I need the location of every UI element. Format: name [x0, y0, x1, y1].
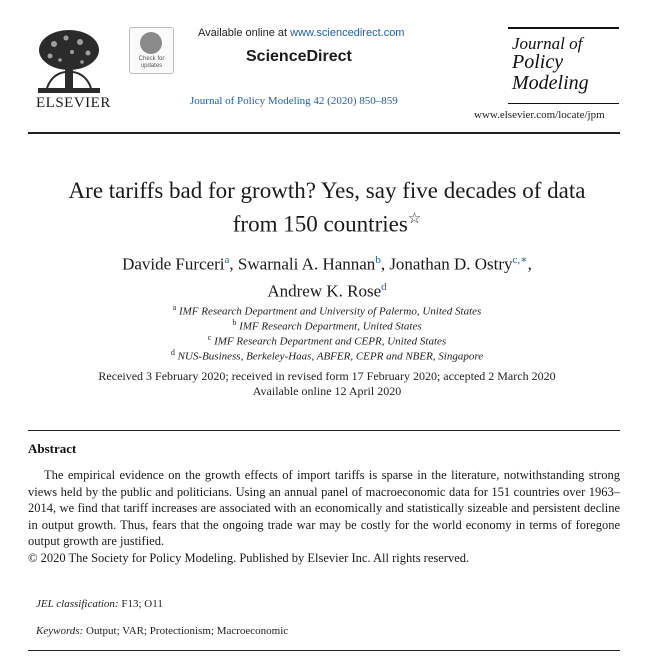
abstract-heading: Abstract [28, 441, 77, 456]
journal-logo-line3: Modeling [512, 72, 589, 94]
elsevier-tree-logo [32, 26, 106, 98]
article-title: Are tariffs bad for growth? Yes, say five decades of data from 150 countries☆ [68, 178, 586, 237]
keywords: Keywords: Output; VAR; Protectionism; Macroeconomic [36, 625, 289, 637]
publisher-name: ELSEVIER [36, 95, 111, 111]
affiliation-c: $^c$ IMF Research Department and CEPR, United States [207, 333, 447, 348]
sciencedirect-link[interactable]: www.sciencedirect.com [290, 27, 405, 39]
header-divider [28, 132, 620, 134]
bottom-divider [28, 650, 620, 651]
sciencedirect-brand: ScienceDirect [246, 48, 352, 65]
author-name[interactable]: Swarnali A. Hannan [237, 254, 376, 274]
affiliation-a: $^a$ IMF Research Department and University of Palermo, United States [172, 303, 482, 318]
received-dates: Received 3 February 2020; received in revised form 17 February 2020; accepted 2 March 2020 [98, 369, 556, 383]
available-online-date: Available online 12 April 2020 [252, 384, 402, 398]
jel-classification: JEL classification: F13; O11 [36, 598, 163, 610]
journal-header [0, 0, 655, 140]
abstract-text: The empirical evidence on the growth effects of import tariffs is sparse in the literature, notwithstanding strong views held by the public and politicians. Using an annual panel of macroeconomic data for 151 countries over 1963–2014, we find that tariff increases are associated with an economically and statistically sizeable and persistent decline in output growth. Thus, fears that the ongoing trade war may be costly for the world economy in terms of foregone output growth are justified. [28, 468, 620, 548]
journal-citation-link[interactable]: Journal of Policy Modeling 42 (2020) 850–859 [190, 95, 398, 107]
check-updates-label: Check for updates [138, 56, 165, 69]
journal-logo-line1: Journal of [512, 34, 583, 53]
author-affil-mark[interactable]: a [224, 254, 230, 266]
affiliation-b: $^b$ IMF Research Department, United States [232, 318, 422, 333]
abstract-divider [28, 430, 620, 431]
journal-logo-line2: Policy [512, 51, 564, 73]
check-for-updates-badge[interactable] [129, 27, 174, 74]
journal-homepage-link[interactable]: www.elsevier.com/locate/jpm [474, 109, 605, 121]
available-online-line: Available online at www.sciencedirect.com [198, 27, 405, 39]
check-updates-icon [140, 32, 162, 54]
author-name[interactable]: Jonathan D. Ostry [389, 254, 513, 274]
author-affil-mark[interactable]: b [375, 254, 381, 266]
journal-logo [508, 27, 619, 104]
author-list: Davide Furceri$^a$, Swarnali A. Hannan$^b$, Jonathan D. Ostry$^{c,∗}$, Andrew K. Rose$^d$ [122, 254, 532, 301]
copyright-notice: © 2020 The Society for Policy Modeling. Published by Elsevier Inc. All rights reserved. [28, 551, 470, 565]
affiliation-d: $^d$ NUS-Business, Berkeley-Haas, ABFER, CEPR and NBER, Singapore [170, 348, 484, 363]
author-affil-mark[interactable]: d [381, 280, 387, 293]
author-affil-mark[interactable]: c,∗ [512, 254, 528, 266]
author-name[interactable]: Davide Furceri [122, 254, 225, 274]
title-footnote-mark[interactable]: ☆ [407, 211, 422, 227]
author-name[interactable]: Andrew K. Rose [267, 281, 382, 301]
